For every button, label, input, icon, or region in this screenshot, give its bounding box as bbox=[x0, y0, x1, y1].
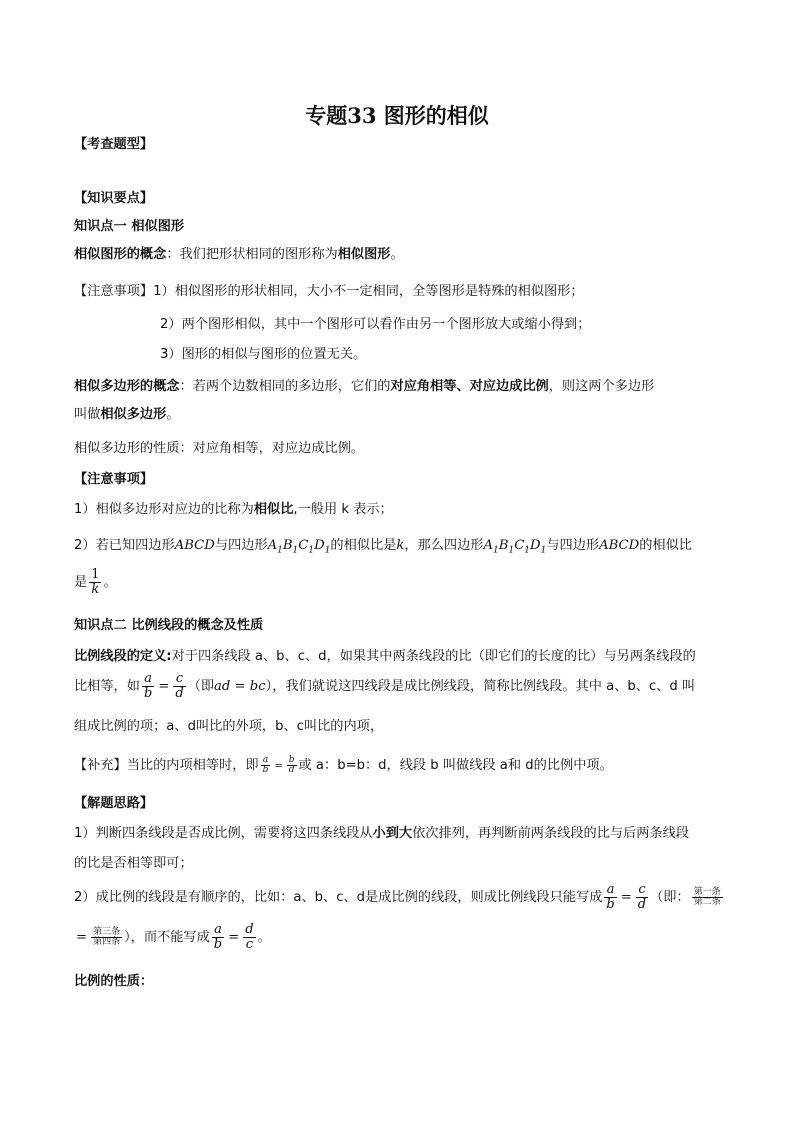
key-points-heading: 【知识要点】 bbox=[74, 191, 154, 206]
approach1-c: 依次排列，再判断前两条线段的比与后两条线段 bbox=[412, 826, 690, 841]
approach2-b: （即： bbox=[650, 890, 690, 905]
note2-item1 bbox=[74, 501, 393, 519]
poly-def-line2 bbox=[74, 406, 180, 424]
note2-label: 【注意事项】 bbox=[74, 472, 154, 487]
supplement-text1: 当比的内项相等时，即 bbox=[126, 758, 259, 773]
frac-numerator: d bbox=[245, 921, 254, 937]
poly-def-text2: ，则这两个多边形 bbox=[548, 379, 655, 394]
note2-item1-a: 1）相似多边形对应边的比称为 bbox=[74, 502, 254, 517]
frac-denominator: b bbox=[606, 896, 615, 912]
frac-denominator: d bbox=[637, 896, 647, 912]
frac-numerator: 第一条 bbox=[693, 886, 721, 897]
quad-abcd: ABCD bbox=[599, 538, 640, 553]
approach1-line2: 的比是否相等即可； bbox=[74, 856, 193, 871]
prop-def-line1 bbox=[74, 648, 696, 666]
prop-def-line2: 比相等，如 $\frac{a}{b}$ = $\frac{c}{d}$ （即ad = bc），我们就说这四线段是成比例线段，简称比例线段。其中 a、b、c、d 叫 bbox=[74, 670, 696, 701]
frac-numerator: a bbox=[212, 923, 224, 938]
a-over-b-fraction bbox=[604, 883, 616, 912]
similar-def-label: 相似图形的概念 bbox=[74, 247, 167, 262]
prop-def-line2b: （即 bbox=[187, 679, 215, 694]
prop-def-line2a: 比相等，如 bbox=[74, 679, 140, 694]
third-over-fourth-fraction bbox=[91, 928, 122, 947]
note1-item: 2）两个图形相似，其中一个图形可以看作由另一个图形放大或缩小得到； bbox=[160, 317, 591, 332]
frac-denominator: b bbox=[262, 764, 269, 775]
quad-abcd: ABCD bbox=[174, 538, 215, 553]
frac-denominator: 第四条 bbox=[93, 936, 121, 947]
kp2-title: 知识点二 比例线段的概念及性质 bbox=[74, 618, 264, 633]
prop-def-text1: 对于四条线段 a、b、c、d，如果其中两条线段的比（即它们的长度的比）与另两条线段的 bbox=[171, 649, 696, 664]
exam-types-heading: 【考查题型】 bbox=[74, 137, 154, 152]
approach2-line1: 2）成比例的线段是有顺序的，比如：a、b、c、d是成比例的线段，则成比例线段只能写成 $\frac{a}{b}$ = $\frac{c}{d}$ （即： $\frac{\text{第一条}}{\text{第二条}}$ bbox=[74, 881, 721, 912]
frac-denominator: b bbox=[213, 936, 223, 952]
a-over-b-fraction bbox=[142, 672, 154, 701]
d-over-c-fraction bbox=[243, 923, 255, 952]
ratio-props-heading: 比例的性质： bbox=[74, 974, 154, 989]
similar-def-end: 。 bbox=[390, 247, 404, 262]
poly-def-text: ：若两个边数相同的多边形，它们的 bbox=[179, 379, 391, 394]
frac-numerator: a bbox=[604, 883, 616, 898]
note2-item1-term: 相似比 bbox=[253, 502, 294, 517]
a-over-b-small-fraction bbox=[261, 756, 271, 775]
approach2-line2: = $\frac{\text{第三条}}{\text{第四条}}$ ），而不能写成 $\frac{a}{b}$ = $\frac{d}{c}$ 。 bbox=[76, 921, 271, 952]
quad-a1b1c1d1: $A_1B_1C_1D_1$ bbox=[267, 538, 331, 556]
note2-item2-e: 与四边形 bbox=[546, 538, 600, 553]
c-over-d-fraction bbox=[173, 672, 185, 701]
poly-prop: 相似多边形的性质：对应角相等，对应边成比例。 bbox=[74, 441, 365, 456]
prop-def-label: 比例线段的定义: bbox=[74, 649, 172, 664]
frac-numerator: c bbox=[173, 672, 185, 687]
frac-denominator: 第二条 bbox=[693, 896, 721, 907]
supplement-text2: 或 a：b=b：d，线段 b 叫做线段 a和 d的比例中项。 bbox=[298, 758, 613, 773]
approach-label: 【解题思路】 bbox=[74, 796, 154, 811]
note1-line bbox=[74, 283, 584, 301]
poly-def-term: 相似多边形 bbox=[100, 407, 167, 422]
prop-def-line2c: ），我们就说这四线段是成比例线段，简称比例线段。其中 a、b、c、d 叫 bbox=[265, 679, 696, 694]
similar-def-term: 相似图形 bbox=[337, 247, 391, 262]
frac-denominator: k bbox=[91, 581, 100, 597]
one-over-k-fraction bbox=[89, 568, 101, 597]
note2-item2-d: ，那么四边形 bbox=[404, 538, 484, 553]
a-over-b-fraction bbox=[212, 923, 224, 952]
note1-item: 3）图形的相似与图形的位置无关。 bbox=[160, 347, 367, 362]
note2-item2 bbox=[74, 537, 692, 560]
ad-bc-equation: ad = bc bbox=[214, 679, 266, 694]
frac-numerator: a bbox=[142, 672, 154, 687]
ratio-k: k bbox=[396, 538, 405, 553]
poly-def-line2a: 叫做 bbox=[74, 407, 101, 422]
note2-item2-f: 的相似比 bbox=[639, 538, 692, 553]
poly-def-line2c: 。 bbox=[166, 407, 180, 422]
poly-def-bold: 对应角相等、对应边成比例 bbox=[390, 379, 549, 394]
note2-item2-h: 。 bbox=[103, 575, 117, 590]
frac-denominator: c bbox=[245, 936, 253, 952]
frac-denominator: b bbox=[143, 685, 153, 701]
kp1-title: 知识点一 相似图形 bbox=[74, 219, 185, 234]
supplement-label: 【补充】 bbox=[74, 758, 127, 773]
approach1-a: 1）判断四条线段是否成比例，需要将这四条线段从 bbox=[74, 826, 373, 841]
frac-numerator: a bbox=[261, 756, 271, 766]
b-over-d-small-fraction bbox=[287, 756, 297, 775]
approach1-line1 bbox=[74, 825, 689, 843]
approach2-a: 2）成比例的线段是有顺序的，比如：a、b、c、d是成比例的线段，则成比例线段只能写成 bbox=[74, 890, 603, 905]
c-over-d-fraction bbox=[636, 883, 648, 912]
approach2-c: ），而不能写成 bbox=[124, 930, 210, 945]
note2-item1-c: ,一般用 k 表示； bbox=[293, 502, 393, 517]
frac-numerator: b bbox=[288, 754, 295, 765]
frac-numerator: 1 bbox=[91, 566, 100, 582]
supplement-line: 【补充】当比的内项相等时，即 $\frac{a}{b}$ = $\frac{b}{d}$ 或 a：b=b：d，线段 b 叫做线段 a和 d的比例中项。 bbox=[74, 754, 613, 775]
note2-item2-g: 是 bbox=[74, 575, 88, 590]
note2-item2-c: 的相似比是 bbox=[330, 538, 397, 553]
frac-numerator: 第三条 bbox=[93, 926, 121, 937]
approach2-d: 。 bbox=[257, 930, 271, 945]
first-over-second-fraction bbox=[692, 888, 723, 907]
note2-item2-b: 与四边形 bbox=[214, 538, 268, 553]
note1-item: 1）相似图形的形状相同，大小不一定相同，全等图形是特殊的相似图形； bbox=[153, 284, 584, 299]
poly-def-label: 相似多边形的概念 bbox=[74, 379, 180, 394]
note2-item2-a: 2）若已知四边形 bbox=[74, 538, 175, 553]
similar-def-text: ：我们把形状相同的图形称为 bbox=[166, 247, 338, 262]
approach1-b: 小到大 bbox=[372, 826, 413, 841]
quad-a1b1c1d1: $A_1B_1C_1D_1$ bbox=[483, 538, 547, 556]
frac-denominator: d bbox=[288, 764, 295, 775]
prop-def-line3: 组成比例的项；a、d叫比的外项，b、c叫比的内项， bbox=[74, 719, 384, 734]
frac-numerator: c bbox=[636, 883, 648, 898]
poly-def-line bbox=[74, 378, 654, 396]
note2-item2-end bbox=[74, 566, 117, 600]
page-title: 专题33 图形的相似 bbox=[305, 103, 489, 128]
note1-label: 【注意事项】 bbox=[74, 284, 154, 299]
similar-def-line bbox=[74, 246, 404, 264]
frac-denominator: d bbox=[175, 685, 184, 701]
